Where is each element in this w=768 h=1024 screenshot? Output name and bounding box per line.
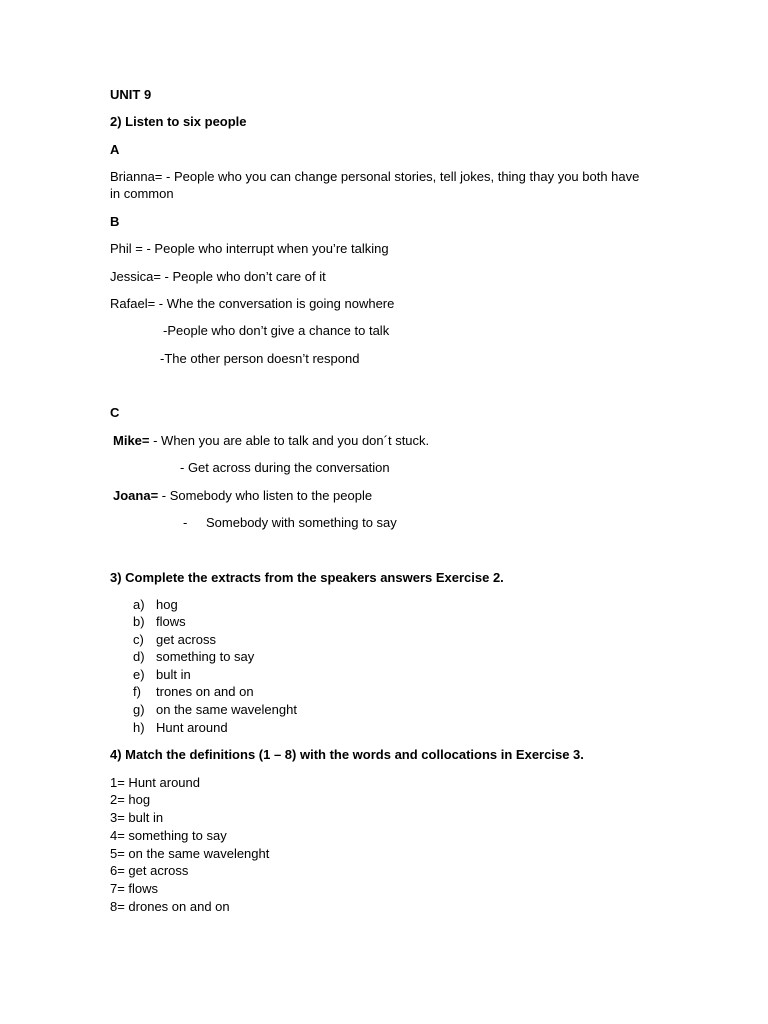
joana-answer <box>113 487 372 504</box>
joana-answer-text: - Somebody who listen to the people <box>158 488 373 503</box>
list-item-marker: g) <box>133 702 145 717</box>
unit-title: UNIT 9 <box>110 87 152 102</box>
exercise-4-heading: 4) Match the definitions (1 – 8) with the words and collocations in Exercise 3. <box>110 747 584 762</box>
list-item-marker: b) <box>133 614 145 629</box>
rafael-answer-3: -The other person doesn’t respond <box>160 351 360 366</box>
brianna-answer: Brianna= - People who you can change personal stories, tell jokes, thing thay you both have in common <box>110 169 640 201</box>
list-item: flows <box>156 614 186 629</box>
list-item-marker: h) <box>133 720 145 735</box>
list-item-marker: a) <box>133 597 145 612</box>
rafael-answer-2: -People who don’t give a chance to talk <box>163 323 390 338</box>
list-item: 8= drones on and on <box>110 899 230 914</box>
rafael-answer: Rafael= - Whe the conversation is going nowhere <box>110 296 395 311</box>
mike-answer-text: - When you are able to talk and you don´t stuck. <box>149 433 430 448</box>
list-item: get across <box>156 632 216 647</box>
list-item: 7= flows <box>110 881 159 896</box>
list-item-marker: f) <box>133 684 141 699</box>
list-item: bult in <box>156 667 191 682</box>
list-item: Hunt around <box>156 720 228 735</box>
mike-answer-2: - Get across during the conversation <box>180 460 390 475</box>
list-item: 1= Hunt around <box>110 775 200 790</box>
list-item: 2= hog <box>110 792 151 807</box>
phil-answer: Phil = - People who interrupt when you’re talking <box>110 241 389 256</box>
list-item: trones on and on <box>156 684 254 699</box>
section-b-label: B <box>110 214 120 229</box>
section-a-label: A <box>110 142 120 157</box>
list-item: on the same wavelenght <box>156 702 297 717</box>
list-item: 5= on the same wavelenght <box>110 846 270 861</box>
list-item-marker: c) <box>133 632 144 647</box>
mike-answer <box>113 432 429 449</box>
exercise-2-heading: 2) Listen to six people <box>110 114 247 129</box>
joana-answer-2-marker: - <box>183 515 188 530</box>
joana-answer-2: Somebody with something to say <box>206 515 397 530</box>
list-item: 3= bult in <box>110 810 164 825</box>
jessica-answer: Jessica= - People who don’t care of it <box>110 269 326 284</box>
joana-name: Joana= <box>113 488 159 503</box>
section-c-label: C <box>110 405 120 420</box>
list-item: 6= get across <box>110 863 189 878</box>
list-item: 4= something to say <box>110 828 227 843</box>
mike-name: Mike= <box>113 433 150 448</box>
list-item: hog <box>156 597 178 612</box>
exercise-3-heading: 3) Complete the extracts from the speakers answers Exercise 2. <box>110 570 504 585</box>
list-item-marker: d) <box>133 649 145 664</box>
list-item-marker: e) <box>133 667 145 682</box>
list-item: something to say <box>156 649 255 664</box>
